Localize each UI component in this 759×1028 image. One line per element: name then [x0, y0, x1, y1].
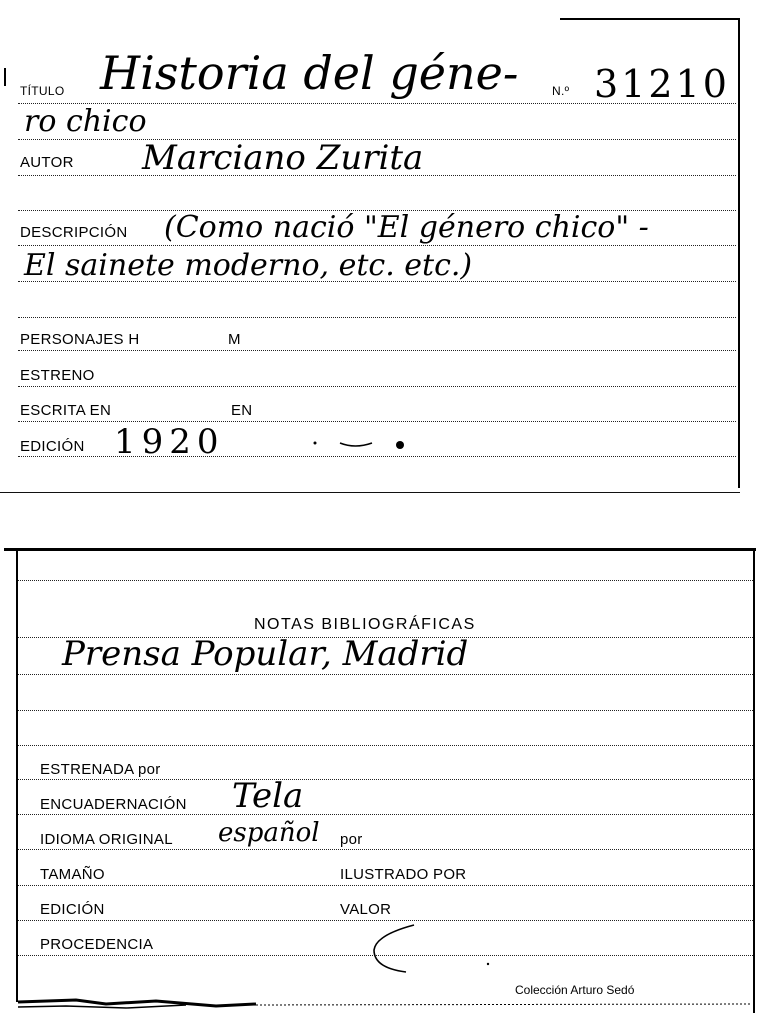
- ruled-line: [18, 885, 753, 886]
- ink-specks: [300, 425, 420, 455]
- procedencia-label: PROCEDENCIA: [40, 936, 154, 953]
- por-label: por: [340, 831, 363, 848]
- autor-label: AUTOR: [20, 154, 74, 171]
- bottom-card-top-edge: [4, 548, 756, 551]
- en-label: EN: [231, 402, 253, 419]
- descripcion-label: DESCRIPCIÓN: [20, 224, 128, 241]
- ruled-line: [18, 710, 753, 711]
- valor-label: VALOR: [340, 901, 392, 918]
- estreno-label: ESTRENO: [20, 367, 95, 384]
- ruled-line: [18, 779, 753, 780]
- handwritten-title-line2: ro chico: [24, 104, 147, 139]
- number-label: N.º: [552, 84, 570, 98]
- handwritten-author: Marciano Zurita: [142, 138, 424, 178]
- idioma-label: IDIOMA ORIGINAL: [40, 831, 173, 848]
- ruled-line: [18, 849, 753, 850]
- top-card-left-mark: [4, 68, 6, 86]
- handwritten-title-line1: Historia del géne-: [100, 46, 519, 100]
- handwritten-notes: Prensa Popular, Madrid: [62, 634, 469, 674]
- edicion-bottom-label: EDICIÓN: [40, 901, 105, 918]
- estrenada-label: ESTRENADA por: [40, 761, 161, 778]
- top-card-right-edge: [738, 18, 740, 488]
- collection-stamp: Colección Arturo Sedó: [515, 983, 635, 997]
- ruled-line: [18, 745, 753, 746]
- ruled-line: [18, 245, 736, 246]
- ruled-line: [18, 317, 736, 318]
- tamano-label: TAMAÑO: [40, 866, 105, 883]
- ilustrado-label: ILUSTRADO POR: [340, 866, 467, 883]
- ruled-line: [18, 350, 736, 351]
- handwritten-language: español: [218, 818, 320, 848]
- bottom-card-left-edge: [16, 550, 18, 1002]
- ruled-line: [18, 580, 753, 581]
- handwritten-binding: Tela: [232, 776, 304, 816]
- bottom-card: [0, 540, 759, 1028]
- personajes-label: PERSONAJES H: [20, 331, 140, 348]
- bottom-card-right-edge: [753, 548, 755, 1013]
- circular-stamp-mark: [356, 920, 496, 980]
- edicion-label: EDICIÓN: [20, 438, 85, 455]
- personajes-m-label: M: [228, 331, 241, 348]
- ruled-line: [18, 386, 736, 387]
- handwritten-description-line2: El sainete moderno, etc. etc.): [24, 248, 473, 283]
- top-card-top-edge: [560, 18, 740, 20]
- handwritten-description-line1: (Como nació "El género chico" -: [164, 210, 649, 245]
- top-card-bottom-edge: [0, 492, 740, 493]
- top-card: [0, 0, 759, 495]
- handwritten-edition-year: 1920: [114, 422, 225, 462]
- notas-heading: NOTAS BIBLIOGRÁFICAS: [254, 616, 476, 633]
- ruled-line: [18, 814, 753, 815]
- titulo-label: TÍTULO: [20, 84, 65, 98]
- escrita-en-label: ESCRITA EN: [20, 402, 112, 419]
- scuffed-bottom-edge: [16, 990, 756, 1020]
- encuadernacion-label: ENCUADERNACIÓN: [40, 796, 187, 813]
- handwritten-number: 31210: [594, 62, 730, 106]
- ruled-line: [18, 674, 753, 675]
